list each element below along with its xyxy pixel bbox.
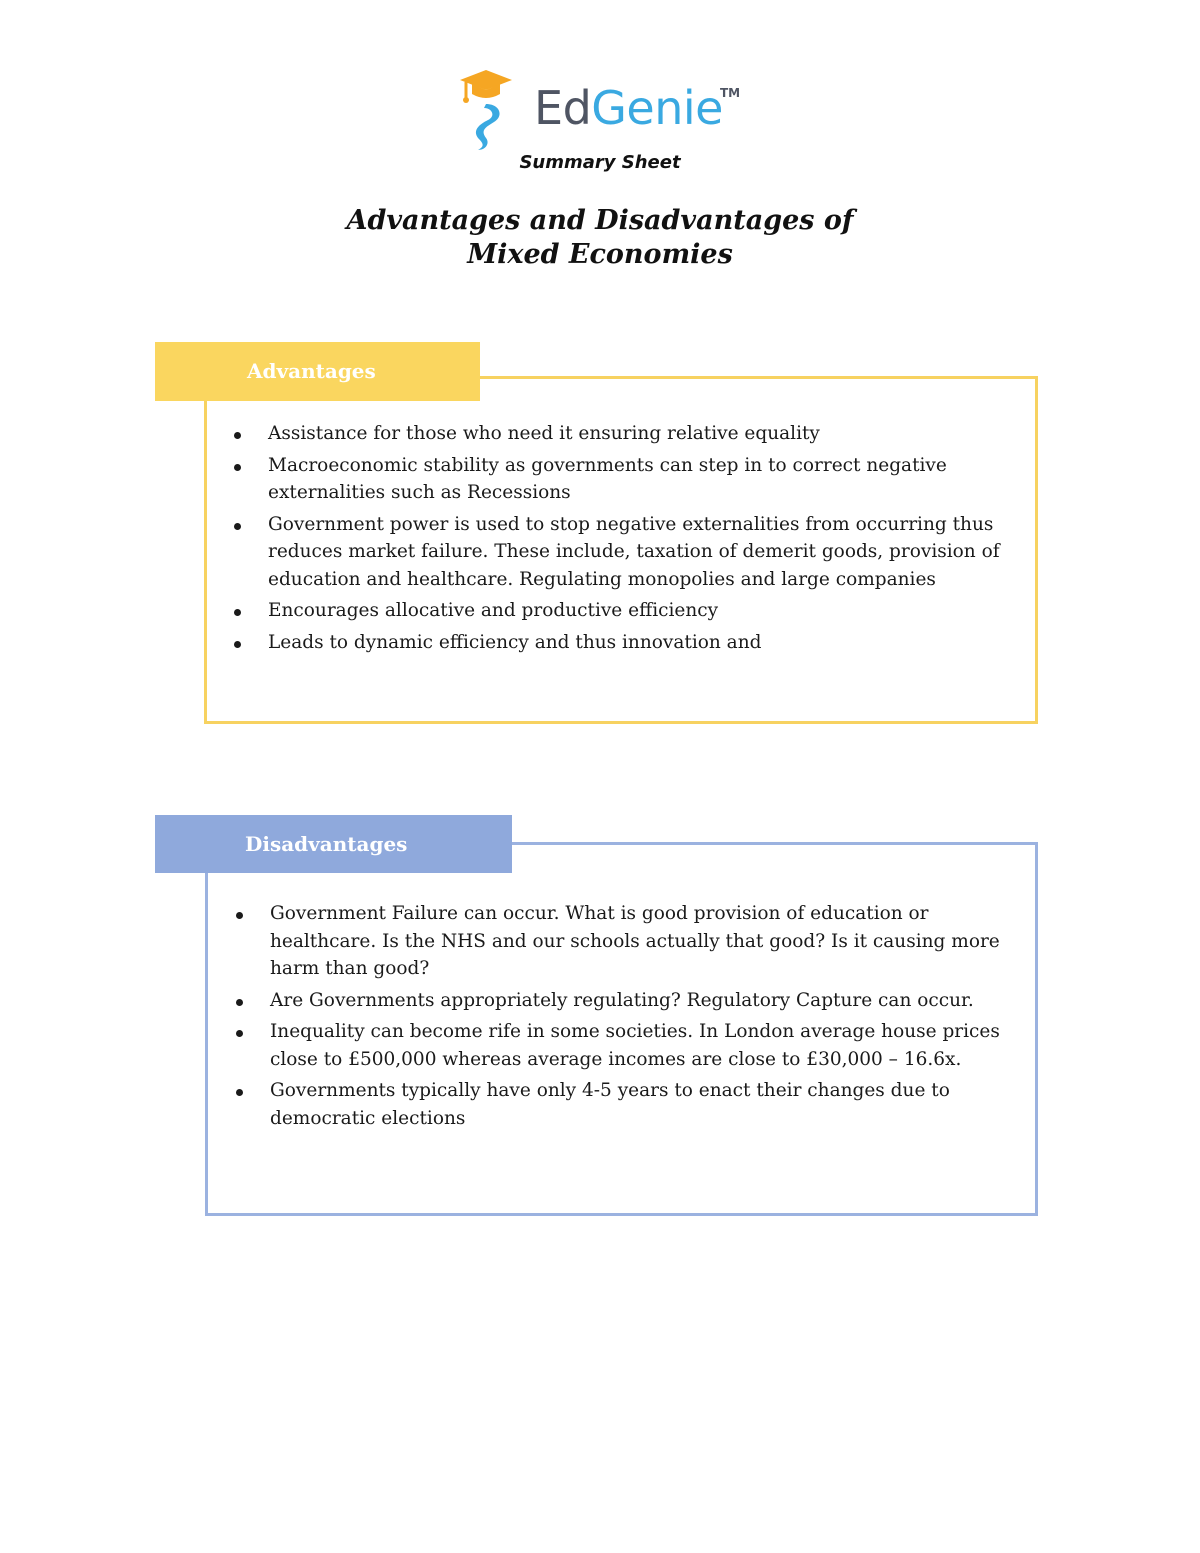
- list-item: Macroeconomic stability as governments can step in to correct negative externalities such as Recessions: [268, 452, 1008, 507]
- logo-wordmark: [534, 80, 723, 136]
- list-item: Governments typically have only 4-5 years to enact their changes due to democratic elections: [270, 1077, 1030, 1132]
- logo-word-ed: Ed: [534, 81, 592, 135]
- advantages-list: [268, 420, 1008, 660]
- list-item: Government power is used to stop negative externalities from occurring thus reduces market failure. These include, taxation of demerit goods, provision of education and healthcare. Regulating monopolies and large companies: [268, 511, 1008, 594]
- edgenie-logo: [456, 66, 756, 156]
- page-title-line-2: Mixed Economies: [467, 239, 733, 270]
- trademark-mark: TM: [720, 86, 741, 100]
- summary-sheet-label: Summary Sheet: [519, 152, 681, 173]
- advantages-heading: Advantages: [155, 342, 480, 401]
- list-item: Inequality can become rife in some societies. In London average house prices close to £500,000 whereas average incomes are close to £30,000 – 16.6x.: [270, 1018, 1030, 1073]
- graduation-cap-genie-icon: [456, 66, 516, 152]
- list-item: Assistance for those who need it ensuring relative equality: [268, 420, 1008, 448]
- list-item: Leads to dynamic efficiency and thus innovation and: [268, 629, 1008, 657]
- disadvantages-heading: Disadvantages: [155, 815, 512, 873]
- list-item: Are Governments appropriately regulating? Regulatory Capture can occur.: [270, 987, 1030, 1015]
- list-item: Government Failure can occur. What is good provision of education or healthcare. Is the NHS and our schools actually that good? Is it causing more harm than good?: [270, 900, 1030, 983]
- page-title-line-1: Advantages and Disadvantages of: [346, 205, 854, 236]
- logo-word-genie: Genie: [591, 81, 723, 135]
- disadvantages-list: [270, 900, 1030, 1136]
- page-title: [0, 204, 1200, 272]
- list-item: Encourages allocative and productive efficiency: [268, 597, 1008, 625]
